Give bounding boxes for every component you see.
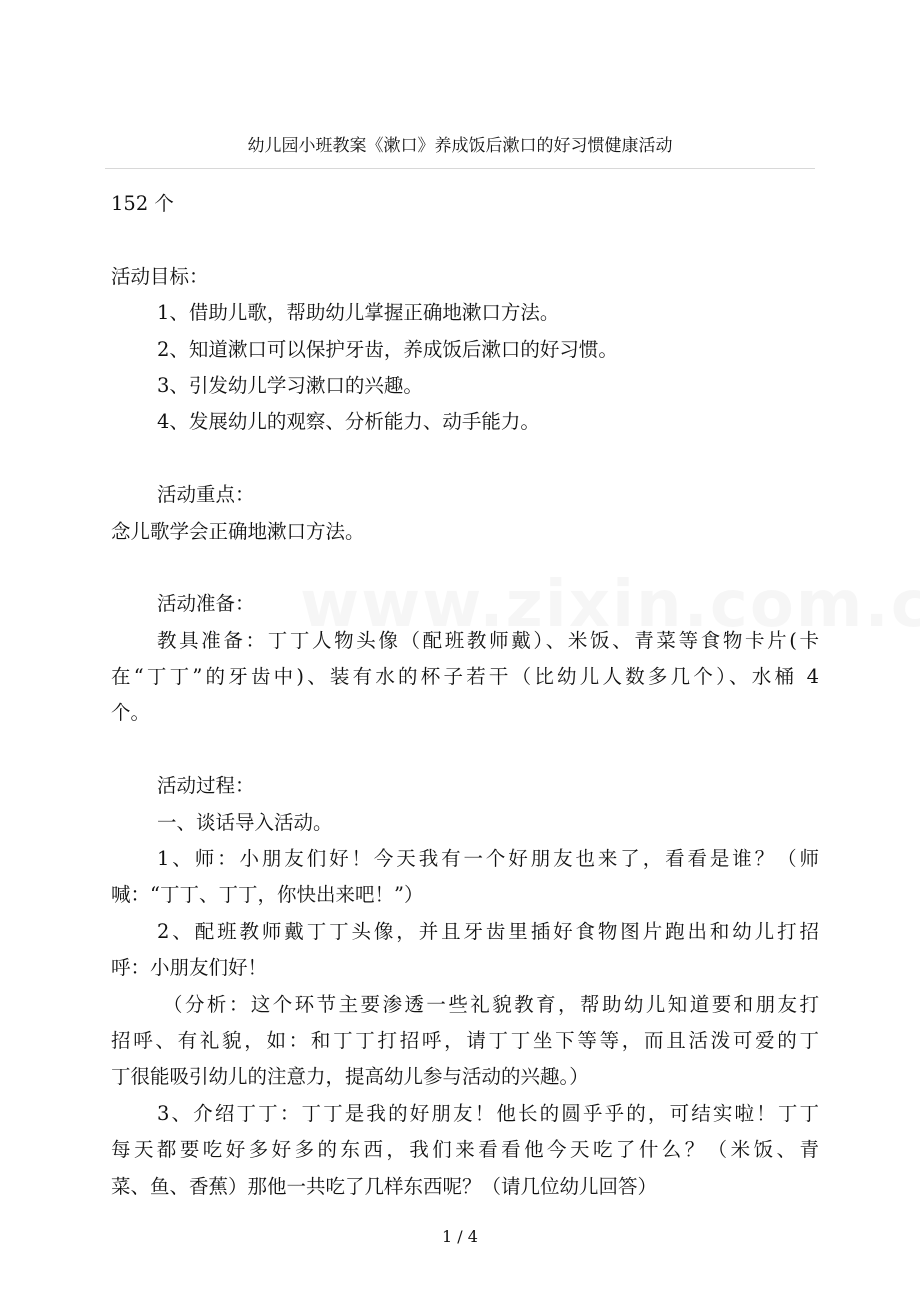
spacer [111,732,819,768]
process-line: （分析：这个环节主要渗透一些礼貌教育，帮助幼儿知道要和朋友打 [163,992,819,1016]
focus-heading: 活动重点： [157,483,255,507]
spacer [111,222,819,258]
process-line: 呼：小朋友们好！ [111,956,268,980]
header-divider [105,168,815,169]
process-line: 一、谈话导入活动。 [157,810,333,834]
goal-item: 3、引发幼儿学习漱口的兴趣。 [157,373,423,397]
process-line: 菜、鱼、香蕉）那他一共吃了几样东西呢？（请几位幼儿回答） [111,1174,658,1198]
document-body [111,186,819,1205]
process-line: 招呼、有礼貌，如：和丁丁打招呼，请丁丁坐下等等，而且活泼可爱的丁 [111,1028,819,1052]
spacer [111,441,819,477]
process-line: 丁很能吸引幼儿的注意力，提高幼儿参与活动的兴趣。） [111,1065,589,1089]
prep-line: 个。 [111,701,151,725]
focus-text: 念儿歌学会正确地漱口方法。 [111,519,365,543]
process-line: 2、配班教师戴丁丁头像，并且牙齿里插好食物图片跑出和幼儿打招 [157,919,819,943]
prep-heading: 活动准备： [157,592,255,616]
process-heading: 活动过程： [157,774,255,798]
spacer [111,550,819,586]
process-line: 每天都要吃好多好多的东西，我们来看看他今天吃了什么？（米饭、青 [111,1138,819,1162]
page-header-title: 幼儿园小班教案《漱口》养成饭后漱口的好习惯健康活动 [247,136,673,156]
goal-item: 1、借助儿歌，帮助幼儿掌握正确地漱口方法。 [157,301,560,325]
process-line: 喊：“丁丁、丁丁，你快出来吧！”） [111,883,424,907]
goals-heading: 活动目标： [111,264,209,288]
process-line: 3、介绍丁丁：丁丁是我的好朋友！他长的圆乎乎的，可结实啦！丁丁 [157,1101,819,1125]
count-line: 152 个 [111,192,174,215]
goal-item: 2、知道漱口可以保护牙齿，养成饭后漱口的好习惯。 [157,337,618,361]
goal-item: 4、发展幼儿的观察、分析能力、动手能力。 [157,410,540,434]
prep-line: 教具准备：丁丁人物头像（配班教师戴）、米饭、青菜等食物卡片(卡 [157,628,819,652]
process-line: 1、师：小朋友们好！今天我有一个好朋友也来了，看看是谁？（师 [157,847,819,871]
page-number: 1 / 4 [442,1227,478,1246]
prep-line: 在“丁丁”的牙齿中)、装有水的杯子若干（比幼儿人数多几个）、水桶 4 [111,665,819,689]
